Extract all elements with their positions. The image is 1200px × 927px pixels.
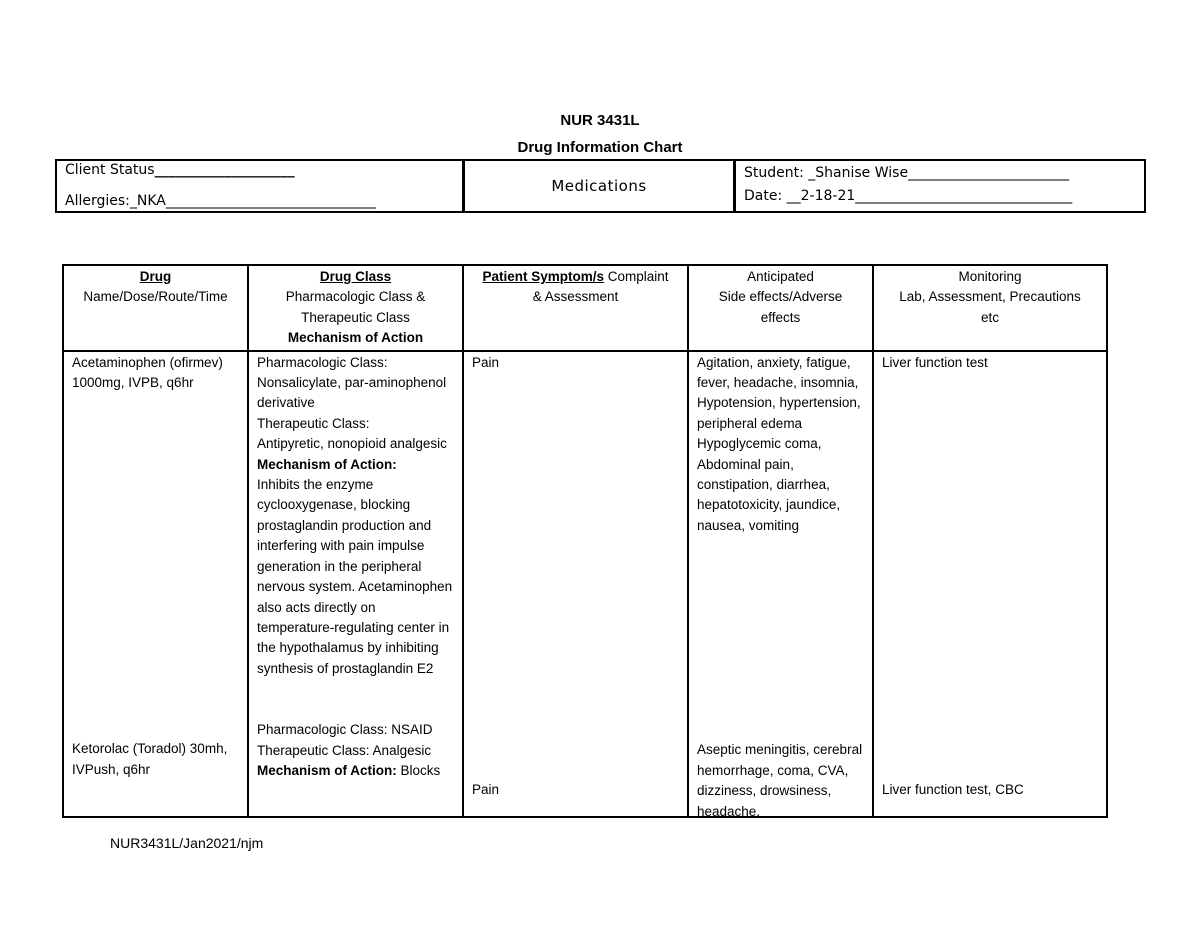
drug-1-monitoring: Liver function test [882,354,988,370]
col-drug-class [248,265,463,351]
col-drug-sub: Name/Dose/Route/Time [83,289,228,305]
date: Date: __2-18-21_______________________________ [744,188,1073,204]
drug-1-moa-label: Mechanism of Action: [257,456,397,472]
table-row [63,351,1107,823]
drug-table [62,264,1108,823]
cell-drugs [63,351,248,823]
col-side-effects [688,265,873,351]
drug-1-side-effects: Agitation, anxiety, fatigue, fever, headache, insomnia, Hypotension, hypertension, peripheral edema Hypoglycemic coma, Abdominal pain, constipation, diarrhea, hepatotoxicity, jaundice, nausea, vomiting [697,354,861,533]
drug-2-pharm: Pharmacologic Class: NSAID [257,722,433,738]
col-class-moa: Mechanism of Action [287,330,424,346]
client-status-label: Client Status [65,162,155,178]
col-drug-title: Drug [139,269,172,284]
col-symptom-title: Patient Symptom/s [482,269,604,284]
table-bottom-border [62,816,1106,818]
client-info-box [55,159,464,213]
drug-1-name: Acetaminophen (ofirmev) 1000mg, IVPB, q6hr [72,354,223,391]
client-status-line [65,162,295,178]
medications-box [463,159,735,213]
cell-side-effects [688,351,873,823]
student-name: Student: _Shanise Wise_______________________ [744,165,1070,181]
col-side-title: Anticipated [747,269,814,284]
cell-symptoms [463,351,688,823]
drug-2-side-effects: Aseptic meningitis, cerebral hemorrhage, coma, CVA, dizziness, drowsiness, headache, [697,742,863,819]
drug-2-ther: Therapeutic Class: Analgesic [257,742,432,758]
drug-1-moa-value: Inhibits the enzyme cyclooxygenase, blocking prostaglandin production and interfering with pain impulse generation in the peripheral nervous system. Acetaminophen also acts directly on temperature-regulating center in the hypothalamus by inhibiting synthesis of prostaglandin E2 [257,477,453,676]
drug-2-symptom: Pain [472,782,500,798]
col-symptom-sub: & Assessment [532,289,619,305]
drug-1-symptom: Pain [472,354,500,370]
drug-1-pharm-label: Pharmacologic Class: [257,354,388,370]
cell-monitoring [873,351,1107,823]
col-class-title: Drug Class [319,269,392,284]
drug-2-monitoring: Liver function test, CBC [882,782,1024,798]
footer: NUR3431L/Jan2021/njm [110,835,264,851]
chart-title: Drug Information Chart [517,139,683,156]
drug-1-ther-label: Therapeutic Class: [257,415,370,431]
drug-2-name: Ketorolac (Toradol) 30mh, IVPush, q6hr [72,741,228,777]
col-symptom-suffix: Complaint [604,269,669,284]
col-monitoring [873,265,1107,351]
course-title: NUR 3431L [560,112,640,129]
drug-1-ther-value: Antipyretic, nonopioid analgesic [257,436,447,452]
medications-label: Medications [551,177,647,195]
table-header-row [63,265,1107,351]
col-drug [63,265,248,351]
col-side-sub1: Side effects/Adverse [718,289,843,305]
col-side-sub2: effects [760,309,801,325]
drug-2-moa-label: Mechanism of Action: [257,762,397,778]
client-status-value: ____________________ [154,162,295,178]
col-class-sub2: Therapeutic Class [301,309,410,325]
drug-1-pharm-value: Nonsalicylate, par-aminophenol derivative [257,375,447,411]
col-class-sub1: Pharmacologic Class & [285,289,426,305]
col-symptoms [463,265,688,351]
drug-2-moa-value: Blocks [396,762,441,778]
col-mon-title: Monitoring [958,269,1022,284]
col-mon-sub2: etc [980,309,999,325]
col-mon-sub1: Lab, Assessment, Precautions [899,289,1081,305]
allergies: Allergies:_NKA______________________________ [65,193,376,209]
student-info-box [734,159,1146,213]
cell-classes [248,351,463,823]
